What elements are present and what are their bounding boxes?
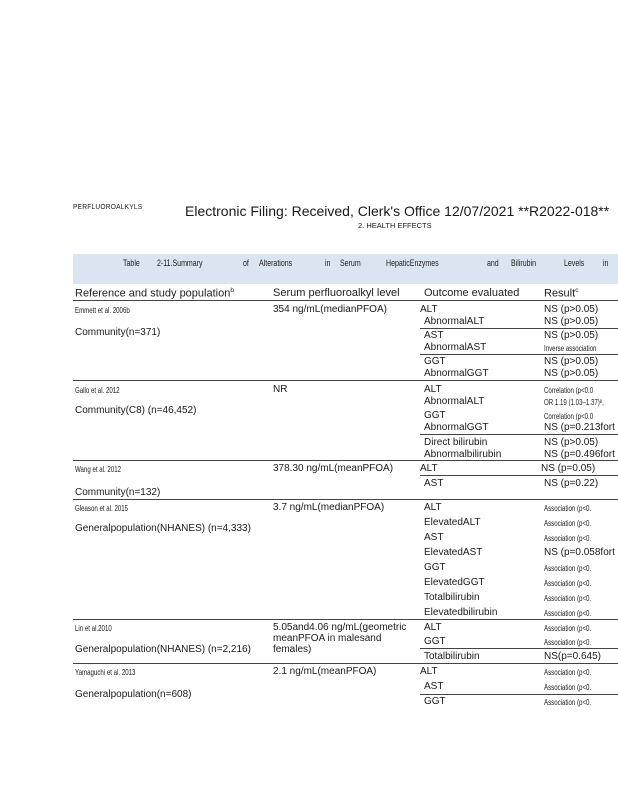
study-reference: Lin et al.2010 — [75, 623, 112, 633]
caption-word: and — [487, 258, 499, 268]
column-header-outcome: Outcome evaluated — [424, 287, 520, 299]
outcome: AST — [424, 478, 444, 489]
outcome: AbnormalALT — [424, 396, 485, 407]
outcome: ALT — [424, 502, 442, 513]
caption-word: Alterations — [259, 258, 293, 268]
result: Association (p<0. — [544, 682, 592, 692]
result: NS (p=0.22) — [544, 478, 599, 489]
outcome: ElevatedALT — [424, 517, 481, 528]
column-header-serum: Serum perfluoroalkyl level — [273, 287, 400, 299]
result: NS (p=0.058fort — [544, 547, 615, 558]
result: Association (p<0. — [544, 667, 592, 677]
serum-level: NR — [273, 384, 288, 395]
outcome: Direct bilirubin — [424, 437, 488, 448]
outcome: AST — [424, 681, 444, 692]
column-header-reference: Reference and study population$^b$ — [75, 287, 234, 300]
result: Association (p<0. — [544, 637, 592, 647]
outcome: AbnormalGGT — [424, 422, 489, 433]
result: Inverse association — [544, 343, 597, 353]
serum-level: 2.1 ng/mL(meanPFOA) — [273, 666, 377, 677]
outcome: GGT — [424, 410, 446, 421]
filing-stamp: Electronic Filing: Received, Clerk's Office 12/07/2021 **R2022-018** — [185, 203, 610, 219]
header-rule — [73, 300, 618, 301]
running-head: PERFLUOROALKYLS — [73, 204, 143, 211]
outcome: AbnormalALT — [424, 316, 485, 327]
outcome: GGT — [424, 562, 446, 573]
column-header-result: Result$^c$ — [544, 287, 579, 300]
serum-level: meanPFOA in malesand — [273, 633, 382, 644]
serum-level: 378.30 ng/mL(meanPFOA) — [273, 463, 394, 474]
result: Association (p<0. — [544, 503, 592, 513]
row-rule — [420, 328, 618, 329]
study-reference: Wang et al. 2012 — [75, 464, 122, 474]
caption-word: of — [243, 258, 249, 268]
study-rule — [73, 460, 618, 461]
result: NS(p=0.645) — [544, 651, 601, 662]
outcome: Totalbilirubin — [424, 651, 480, 662]
result: NS (p=0.05) — [541, 463, 596, 474]
result: NS (p>0.05) — [544, 316, 599, 327]
result: NS (p>0.05) — [544, 330, 599, 341]
outcome: Totalbilirubin — [424, 592, 480, 603]
outcome: Elevatedbilirubin — [424, 607, 498, 618]
study-rule — [73, 619, 618, 620]
study-population: Generalpopulation(NHANES) (n=2,216) — [75, 644, 251, 655]
study-population: Community(n=371) — [75, 327, 161, 338]
outcome: ElevatedGGT — [424, 577, 485, 588]
outcome: AST — [424, 532, 444, 543]
study-reference: Yamaguchi et al. 2013 — [75, 667, 136, 677]
outcome: ALT — [420, 304, 438, 315]
row-rule — [420, 475, 618, 476]
outcome: ElevatedAST — [424, 547, 483, 558]
outcome: ALT — [424, 622, 442, 633]
serum-level: females) — [273, 644, 312, 655]
study-reference: Gleason et al. 2015 — [75, 503, 129, 513]
result: Association (p<0. — [544, 608, 592, 618]
result: Association (p<0. — [544, 578, 592, 588]
study-population: Community(n=132) — [75, 487, 161, 498]
outcome: GGT — [424, 356, 446, 367]
study-reference: Gallo et al. 2012 — [75, 385, 120, 395]
study-rule — [73, 499, 618, 500]
result: Association (p<0. — [544, 697, 592, 707]
result: Association (p<0. — [544, 563, 592, 573]
result: Association (p<0. — [544, 518, 592, 528]
caption-word: HepaticEnzymes — [386, 258, 439, 268]
outcome: AbnormalGGT — [424, 368, 489, 379]
result: NS (p>0.05) — [544, 368, 599, 379]
caption-word: 2-11.Summary — [157, 258, 203, 268]
caption-word: Serum — [340, 258, 361, 268]
row-rule — [420, 354, 618, 355]
study-rule — [73, 663, 618, 664]
study-reference: Emmett et al. 2006b — [75, 305, 130, 315]
outcome: AST — [424, 330, 444, 341]
result: NS (p>0.05) — [544, 356, 599, 367]
outcome: ALT — [420, 463, 438, 474]
result: Association (p<0. — [544, 623, 592, 633]
caption-word: Bilirubin — [511, 258, 536, 268]
row-rule — [420, 434, 618, 435]
caption-word: in — [325, 258, 331, 268]
result: NS (p>0.05) — [544, 304, 599, 315]
study-population: Generalpopulation(NHANES) (n=4,333) — [75, 523, 251, 534]
caption-word: Levels — [564, 258, 585, 268]
study-population: Generalpopulation(n=608) — [75, 689, 192, 700]
outcome: Abnormalbilirubin — [424, 449, 502, 460]
outcome: ALT — [420, 666, 438, 677]
result: NS (p=0.496fort — [544, 449, 615, 460]
outcome: GGT — [424, 636, 446, 647]
serum-level: 354 ng/mL(medianPFOA) — [273, 304, 387, 315]
result: NS (p>0.05) — [544, 437, 599, 448]
row-rule — [420, 648, 618, 649]
result: NS (p=0.213fort — [544, 422, 615, 433]
serum-level: 5.05and4.06 ng/mL(geometric — [273, 622, 407, 633]
outcome: ALT — [424, 384, 442, 395]
row-rule — [420, 694, 618, 695]
result: Association (p<0. — [544, 533, 592, 543]
result: Association (p<0. — [544, 593, 592, 603]
result: Correlation (p<0.0 — [544, 411, 594, 421]
caption-word: in — [603, 258, 609, 268]
section-heading: 2. HEALTH EFFECTS — [358, 221, 432, 230]
study-rule — [73, 380, 618, 381]
outcome: GGT — [424, 696, 446, 707]
study-population: Community(C8) (n=46,452) — [75, 405, 197, 416]
caption-word: Table — [123, 258, 140, 268]
serum-level: 3.7 ng/mL(medianPFOA) — [273, 502, 385, 513]
outcome: AbnormalAST — [424, 342, 487, 353]
result: OR 1.19 (1.03–1.37)ᵉ, — [544, 397, 604, 407]
result: Correlation (p<0.0 — [544, 385, 594, 395]
